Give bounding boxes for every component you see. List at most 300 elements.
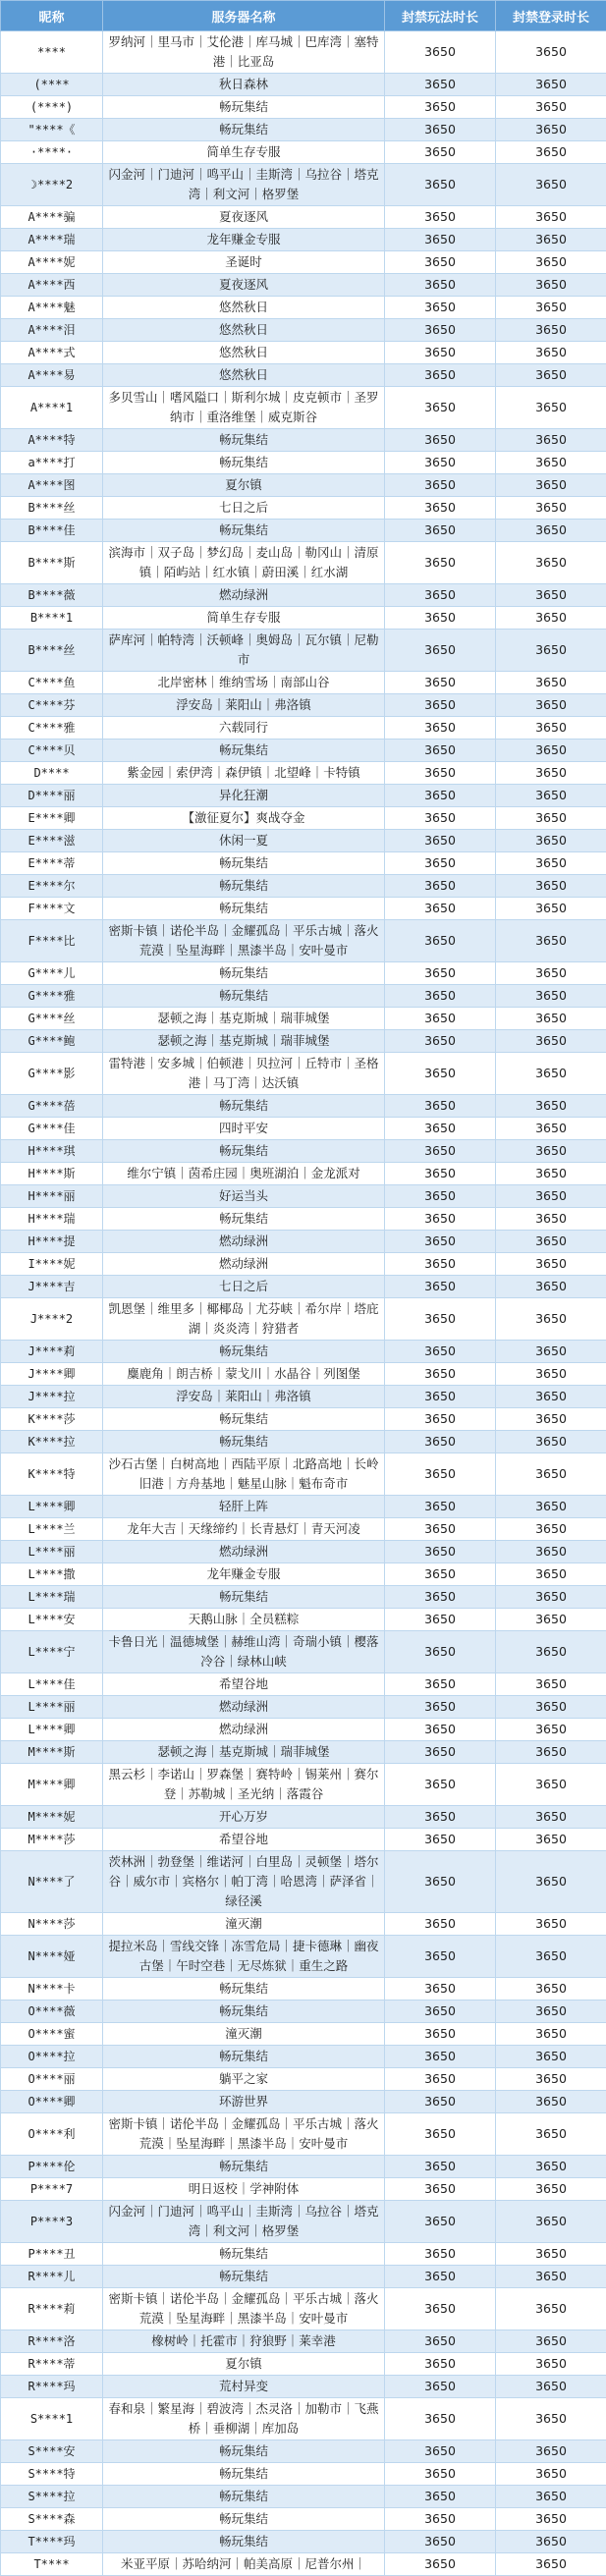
table-row xyxy=(1,2376,606,2398)
table-row xyxy=(1,2243,606,2266)
gameplay-ban-cell: 3650 xyxy=(385,474,496,497)
login-ban-cell: 3650 xyxy=(496,2398,606,2440)
table-row xyxy=(1,141,606,164)
table-row xyxy=(1,785,606,807)
nickname-cell: E****蒂 xyxy=(1,852,103,875)
table-row xyxy=(1,497,606,520)
nickname-cell: H****斯 xyxy=(1,1163,103,1185)
login-ban-cell: 3650 xyxy=(496,2440,606,2463)
table-row xyxy=(1,1030,606,1053)
login-ban-cell: 3650 xyxy=(496,429,606,452)
login-ban-cell: 3650 xyxy=(496,1518,606,1541)
nickname-cell: R****莉 xyxy=(1,2288,103,2330)
nickname-cell: O****利 xyxy=(1,2113,103,2156)
table-row xyxy=(1,1518,606,1541)
nickname-cell: A****妮 xyxy=(1,251,103,274)
nickname-cell: G****儿 xyxy=(1,962,103,985)
table-row xyxy=(1,2266,606,2288)
table-row xyxy=(1,2091,606,2113)
gameplay-ban-cell: 3650 xyxy=(385,1829,496,1851)
gameplay-ban-cell: 3650 xyxy=(385,2553,496,2576)
nickname-cell: A****1 xyxy=(1,387,103,429)
table-row xyxy=(1,584,606,607)
gameplay-ban-cell: 3650 xyxy=(385,1408,496,1431)
server-name-cell: 多贝雪山｜嗜风隘口｜斯利尔城｜皮克顿市｜圣罗纳市｜重洛维堡｜威克斯谷 xyxy=(103,387,385,429)
gameplay-ban-cell: 3650 xyxy=(385,1208,496,1231)
server-name-cell: 畅玩集结 xyxy=(103,2001,385,2023)
table-row xyxy=(1,2440,606,2463)
server-name-cell: 燃动绿洲 xyxy=(103,1719,385,1741)
login-ban-cell: 3650 xyxy=(496,1118,606,1140)
gameplay-ban-cell: 3650 xyxy=(385,962,496,985)
table-row xyxy=(1,1609,606,1631)
server-name-cell: 天鹅山脉｜全员糕粽 xyxy=(103,1609,385,1631)
login-ban-cell: 3650 xyxy=(496,2463,606,2486)
table-row xyxy=(1,1563,606,1586)
gameplay-ban-cell: 3650 xyxy=(385,1541,496,1563)
gameplay-ban-cell: 3650 xyxy=(385,1719,496,1741)
gameplay-ban-cell: 3650 xyxy=(385,2023,496,2046)
table-row xyxy=(1,1936,606,1978)
login-ban-cell: 3650 xyxy=(496,297,606,319)
table-row xyxy=(1,251,606,274)
login-ban-cell: 3650 xyxy=(496,274,606,297)
nickname-cell: R****儿 xyxy=(1,2266,103,2288)
server-name-cell: 燃动绿洲 xyxy=(103,1231,385,1253)
gameplay-ban-cell: 3650 xyxy=(385,1341,496,1363)
server-name-cell: 畅玩集结 xyxy=(103,875,385,898)
nickname-cell: A****魅 xyxy=(1,297,103,319)
table-row xyxy=(1,1913,606,1936)
gameplay-ban-cell: 3650 xyxy=(385,141,496,164)
server-name-cell: 畅玩集结 xyxy=(103,1341,385,1363)
gameplay-ban-cell: 3650 xyxy=(385,2266,496,2288)
gameplay-ban-cell: 3650 xyxy=(385,1163,496,1185)
server-name-cell: 异化狂潮 xyxy=(103,785,385,807)
login-ban-cell: 3650 xyxy=(496,251,606,274)
table-row xyxy=(1,1208,606,1231)
table-row xyxy=(1,1095,606,1118)
nickname-cell: L****安 xyxy=(1,1609,103,1631)
nickname-cell: L****兰 xyxy=(1,1518,103,1541)
gameplay-ban-cell: 3650 xyxy=(385,762,496,785)
server-name-cell: 夏尔镇 xyxy=(103,2353,385,2376)
login-ban-cell: 3650 xyxy=(496,364,606,387)
table-row xyxy=(1,2156,606,2178)
nickname-cell: J****2 xyxy=(1,1298,103,1341)
gameplay-ban-cell: 3650 xyxy=(385,1363,496,1386)
gameplay-ban-cell: 3650 xyxy=(385,785,496,807)
login-ban-cell: 3650 xyxy=(496,119,606,141)
nickname-cell: T**** xyxy=(1,2553,103,2576)
gameplay-ban-cell: 3650 xyxy=(385,2156,496,2178)
login-ban-cell: 3650 xyxy=(496,2243,606,2266)
login-ban-cell: 3650 xyxy=(496,2553,606,2576)
nickname-cell: D****丽 xyxy=(1,785,103,807)
nickname-cell: N****了 xyxy=(1,1851,103,1913)
nickname-cell: R****洛 xyxy=(1,2330,103,2353)
table-row xyxy=(1,1496,606,1518)
server-name-cell: 燃动绿洲 xyxy=(103,1253,385,1276)
gameplay-ban-cell: 3650 xyxy=(385,1764,496,1806)
login-ban-cell: 3650 xyxy=(496,740,606,762)
table-row xyxy=(1,985,606,1008)
table-row xyxy=(1,1719,606,1741)
table-row xyxy=(1,1851,606,1913)
server-name-cell: 潼灭潮 xyxy=(103,2023,385,2046)
table-row xyxy=(1,74,606,96)
nickname-cell: C****雅 xyxy=(1,717,103,740)
server-name-cell: 凯恩堡｜维里多｜椰椰岛｜尤芬峡｜希尔岸｜塔庇湖｜炎炎湾｜狩猎者 xyxy=(103,1298,385,1341)
nickname-cell: L****佳 xyxy=(1,1673,103,1696)
nickname-cell: ☽****2 xyxy=(1,164,103,206)
table-row xyxy=(1,2001,606,2023)
server-name-cell: 北岸密林｜维纳雪场｜南部山谷 xyxy=(103,672,385,694)
gameplay-ban-cell: 3650 xyxy=(385,2330,496,2353)
nickname-cell: J****莉 xyxy=(1,1341,103,1363)
table-row xyxy=(1,1431,606,1453)
server-name-cell: 圣诞时 xyxy=(103,251,385,274)
server-name-cell: 畅玩集结 xyxy=(103,2508,385,2531)
table-row xyxy=(1,1696,606,1719)
table-body xyxy=(1,31,606,2576)
table-row xyxy=(1,898,606,920)
login-ban-cell: 3650 xyxy=(496,1276,606,1298)
server-name-cell: 燃动绿洲 xyxy=(103,1696,385,1719)
nickname-cell: B****丝 xyxy=(1,630,103,672)
table-row xyxy=(1,1276,606,1298)
server-name-cell: 闪金河｜门迪河｜鸣平山｜圭斯湾｜乌拉谷｜塔克湾｜利文河｜格罗堡 xyxy=(103,164,385,206)
login-ban-cell: 3650 xyxy=(496,520,606,542)
login-ban-cell: 3650 xyxy=(496,2508,606,2531)
login-ban-cell: 3650 xyxy=(496,1913,606,1936)
login-ban-cell: 3650 xyxy=(496,584,606,607)
login-ban-cell: 3650 xyxy=(496,96,606,119)
login-ban-cell: 3650 xyxy=(496,1140,606,1163)
login-ban-cell: 3650 xyxy=(496,875,606,898)
table-row xyxy=(1,694,606,717)
gameplay-ban-cell: 3650 xyxy=(385,2531,496,2553)
server-name-cell: 【激征夏尔】爽战夺金 xyxy=(103,807,385,830)
server-name-cell: 秋日森林 xyxy=(103,74,385,96)
gameplay-ban-cell: 3650 xyxy=(385,1185,496,1208)
nickname-cell: N****莎 xyxy=(1,1913,103,1936)
nickname-cell: T****玛 xyxy=(1,2531,103,2553)
server-name-cell: 简单生存专服 xyxy=(103,141,385,164)
login-ban-cell: 3650 xyxy=(496,452,606,474)
login-ban-cell: 3650 xyxy=(496,1208,606,1231)
server-name-cell: 龙年赚金专服 xyxy=(103,229,385,251)
gameplay-ban-cell: 3650 xyxy=(385,694,496,717)
table-row xyxy=(1,474,606,497)
server-name-cell: 荒村异变 xyxy=(103,2376,385,2398)
gameplay-ban-cell: 3650 xyxy=(385,2046,496,2068)
nickname-cell: L****瑞 xyxy=(1,1586,103,1609)
table-row xyxy=(1,1253,606,1276)
gameplay-ban-cell: 3650 xyxy=(385,119,496,141)
login-ban-cell: 3650 xyxy=(496,2353,606,2376)
login-ban-cell: 3650 xyxy=(496,1386,606,1408)
table-row xyxy=(1,807,606,830)
nickname-cell: L****撒 xyxy=(1,1563,103,1586)
gameplay-ban-cell: 3650 xyxy=(385,206,496,229)
login-ban-cell: 3650 xyxy=(496,2376,606,2398)
gameplay-ban-cell: 3650 xyxy=(385,920,496,962)
table-row xyxy=(1,1764,606,1806)
gameplay-ban-cell: 3650 xyxy=(385,1851,496,1913)
login-ban-cell: 3650 xyxy=(496,1806,606,1829)
table-row xyxy=(1,1741,606,1764)
login-ban-cell: 3650 xyxy=(496,672,606,694)
server-name-cell: 闪金河｜门迪河｜鸣平山｜圭斯湾｜乌拉谷｜塔克湾｜利文河｜格罗堡 xyxy=(103,2201,385,2243)
nickname-cell: H****瑞 xyxy=(1,1208,103,1231)
nickname-cell: J****卿 xyxy=(1,1363,103,1386)
table-row xyxy=(1,297,606,319)
table-row xyxy=(1,119,606,141)
login-ban-cell: 3650 xyxy=(496,1408,606,1431)
table-row xyxy=(1,1363,606,1386)
table-row xyxy=(1,1140,606,1163)
table-row xyxy=(1,364,606,387)
gameplay-ban-cell: 3650 xyxy=(385,830,496,852)
server-name-cell: 浮安岛｜莱阳山｜弗洛镇 xyxy=(103,1386,385,1408)
server-name-cell: 畅玩集结 xyxy=(103,2243,385,2266)
login-ban-cell: 3650 xyxy=(496,898,606,920)
login-ban-cell: 3650 xyxy=(496,1719,606,1741)
table-row xyxy=(1,1231,606,1253)
gameplay-ban-cell: 3650 xyxy=(385,74,496,96)
server-name-cell: 瑟顿之海｜基克斯城｜瑞菲城堡 xyxy=(103,1030,385,1053)
gameplay-ban-cell: 3650 xyxy=(385,2398,496,2440)
server-name-cell: 畅玩集结 xyxy=(103,740,385,762)
gameplay-ban-cell: 3650 xyxy=(385,2091,496,2113)
nickname-cell: S****安 xyxy=(1,2440,103,2463)
server-name-cell: 畅玩集结 xyxy=(103,2440,385,2463)
server-name-cell: 六载同行 xyxy=(103,717,385,740)
server-name-cell: 畅玩集结 xyxy=(103,962,385,985)
server-name-cell: 畅玩集结 xyxy=(103,96,385,119)
nickname-cell: H****丽 xyxy=(1,1185,103,1208)
login-ban-cell: 3650 xyxy=(496,1363,606,1386)
nickname-cell: S****森 xyxy=(1,2508,103,2531)
login-ban-cell: 3650 xyxy=(496,630,606,672)
gameplay-ban-cell: 3650 xyxy=(385,584,496,607)
nickname-cell: F****文 xyxy=(1,898,103,920)
table-row xyxy=(1,630,606,672)
nickname-cell: O****拉 xyxy=(1,2046,103,2068)
table-row xyxy=(1,2178,606,2201)
server-name-cell: 浮安岛｜莱阳山｜弗洛镇 xyxy=(103,694,385,717)
login-ban-cell: 3650 xyxy=(496,1298,606,1341)
server-name-cell: 畅玩集结 xyxy=(103,1140,385,1163)
nickname-cell: N****娅 xyxy=(1,1936,103,1978)
server-name-cell: 希望谷地 xyxy=(103,1673,385,1696)
login-ban-cell: 3650 xyxy=(496,985,606,1008)
server-name-cell: 简单生存专服 xyxy=(103,607,385,630)
login-ban-cell: 3650 xyxy=(496,2201,606,2243)
login-ban-cell: 3650 xyxy=(496,229,606,251)
nickname-cell: P****丑 xyxy=(1,2243,103,2266)
login-ban-cell: 3650 xyxy=(496,2288,606,2330)
nickname-cell: B****佳 xyxy=(1,520,103,542)
table-row xyxy=(1,1453,606,1496)
server-name-cell: 燃动绿洲 xyxy=(103,1541,385,1563)
login-ban-cell: 3650 xyxy=(496,2531,606,2553)
nickname-cell: B****1 xyxy=(1,607,103,630)
nickname-cell: A****西 xyxy=(1,274,103,297)
table-row xyxy=(1,387,606,429)
gameplay-ban-cell: 3650 xyxy=(385,1118,496,1140)
login-ban-cell: 3650 xyxy=(496,607,606,630)
server-name-cell: 潼灭潮 xyxy=(103,1913,385,1936)
login-ban-cell: 3650 xyxy=(496,1341,606,1363)
table-row xyxy=(1,672,606,694)
nickname-cell: ·****· xyxy=(1,141,103,164)
login-ban-cell: 3650 xyxy=(496,1253,606,1276)
server-name-cell: 悠然秋日 xyxy=(103,364,385,387)
login-ban-cell: 3650 xyxy=(496,2023,606,2046)
nickname-cell: G****雅 xyxy=(1,985,103,1008)
nickname-cell: L****宁 xyxy=(1,1631,103,1673)
table-row xyxy=(1,2486,606,2508)
table-row xyxy=(1,229,606,251)
server-name-cell: 卡鲁日光｜温德城堡｜赫维山湾｜奇瑞小镇｜樱落冷谷｜绿林山峡 xyxy=(103,1631,385,1673)
server-name-cell: 维尔宁镇｜茵希庄园｜奥班湖泊｜金龙派对 xyxy=(103,1163,385,1185)
server-name-cell: 畅玩集结 xyxy=(103,1978,385,2001)
gameplay-ban-cell: 3650 xyxy=(385,630,496,672)
gameplay-ban-cell: 3650 xyxy=(385,875,496,898)
server-name-cell: 畅玩集结 xyxy=(103,429,385,452)
login-ban-cell: 3650 xyxy=(496,830,606,852)
table-row xyxy=(1,1586,606,1609)
gameplay-ban-cell: 3650 xyxy=(385,2001,496,2023)
server-name-cell: 畅玩集结 xyxy=(103,1208,385,1231)
table-row xyxy=(1,717,606,740)
gameplay-ban-cell: 3650 xyxy=(385,274,496,297)
login-ban-cell: 3650 xyxy=(496,1541,606,1563)
table-row xyxy=(1,1673,606,1696)
table-row xyxy=(1,2463,606,2486)
login-ban-cell: 3650 xyxy=(496,807,606,830)
server-name-cell: 黑云杉｜李诺山｜罗森堡｜赛特岭｜锡莱州｜赛尔登｜苏勒城｜圣光纳｜落霞谷 xyxy=(103,1764,385,1806)
gameplay-ban-cell: 3650 xyxy=(385,2178,496,2201)
gameplay-ban-cell: 3650 xyxy=(385,1586,496,1609)
login-ban-cell: 3650 xyxy=(496,762,606,785)
table-header-row xyxy=(1,1,606,31)
gameplay-ban-cell: 3650 xyxy=(385,1053,496,1095)
nickname-cell: J****拉 xyxy=(1,1386,103,1408)
server-name-cell: 明日返校｜学神附体 xyxy=(103,2178,385,2201)
login-ban-cell: 3650 xyxy=(496,1631,606,1673)
table-row xyxy=(1,2046,606,2068)
table-row xyxy=(1,1298,606,1341)
login-ban-cell: 3650 xyxy=(496,1851,606,1913)
table-row xyxy=(1,520,606,542)
table-row xyxy=(1,762,606,785)
gameplay-ban-cell: 3650 xyxy=(385,2486,496,2508)
gameplay-ban-cell: 3650 xyxy=(385,2376,496,2398)
nickname-cell: A****泪 xyxy=(1,319,103,342)
table-row xyxy=(1,1806,606,1829)
gameplay-ban-cell: 3650 xyxy=(385,1276,496,1298)
nickname-cell: E****尔 xyxy=(1,875,103,898)
table-row xyxy=(1,920,606,962)
table-row xyxy=(1,164,606,206)
table-row xyxy=(1,875,606,898)
server-name-cell: 七日之后 xyxy=(103,497,385,520)
table-row xyxy=(1,1118,606,1140)
login-ban-cell: 3650 xyxy=(496,2113,606,2156)
login-ban-cell: 3650 xyxy=(496,1764,606,1806)
nickname-cell: N****卡 xyxy=(1,1978,103,2001)
login-ban-cell: 3650 xyxy=(496,2330,606,2353)
table-row xyxy=(1,1386,606,1408)
server-name-cell: 轻肝上阵 xyxy=(103,1496,385,1518)
gameplay-ban-cell: 3650 xyxy=(385,1806,496,1829)
table-row xyxy=(1,852,606,875)
gameplay-ban-cell: 3650 xyxy=(385,1431,496,1453)
login-ban-cell: 3650 xyxy=(496,1453,606,1496)
table-row xyxy=(1,2353,606,2376)
nickname-cell: M****卿 xyxy=(1,1764,103,1806)
table-row xyxy=(1,1829,606,1851)
server-name-cell: 环游世界 xyxy=(103,2091,385,2113)
gameplay-ban-cell: 3650 xyxy=(385,1030,496,1053)
server-name-cell: 悠然秋日 xyxy=(103,342,385,364)
login-ban-cell: 3650 xyxy=(496,852,606,875)
nickname-cell: D**** xyxy=(1,762,103,785)
header-nickname: 昵称 xyxy=(1,1,103,31)
nickname-cell: I****妮 xyxy=(1,1253,103,1276)
gameplay-ban-cell: 3650 xyxy=(385,342,496,364)
gameplay-ban-cell: 3650 xyxy=(385,1453,496,1496)
server-name-cell: 夏尔镇 xyxy=(103,474,385,497)
nickname-cell: R****蒂 xyxy=(1,2353,103,2376)
server-name-cell: 畅玩集结 xyxy=(103,852,385,875)
server-name-cell: 茨林洲｜勃登堡｜维诺河｜白里岛｜灵顿堡｜塔尔谷｜威尔市｜宾格尔｜帕丁湾｜哈恩湾｜萨泽省｜绿径溪 xyxy=(103,1851,385,1913)
gameplay-ban-cell: 3650 xyxy=(385,2440,496,2463)
nickname-cell: G****佳 xyxy=(1,1118,103,1140)
nickname-cell: S****拉 xyxy=(1,2486,103,2508)
table-row xyxy=(1,2201,606,2243)
table-row xyxy=(1,1053,606,1095)
gameplay-ban-cell: 3650 xyxy=(385,542,496,584)
nickname-cell: A****瑞 xyxy=(1,229,103,251)
nickname-cell: M****莎 xyxy=(1,1829,103,1851)
nickname-cell: H****琪 xyxy=(1,1140,103,1163)
server-name-cell: 龙年赚金专服 xyxy=(103,1563,385,1586)
server-name-cell: 休闲一夏 xyxy=(103,830,385,852)
gameplay-ban-cell: 3650 xyxy=(385,1095,496,1118)
nickname-cell: K****莎 xyxy=(1,1408,103,1431)
server-name-cell: 畅玩集结 xyxy=(103,2486,385,2508)
server-name-cell: 畅玩集结 xyxy=(103,1408,385,1431)
table-row xyxy=(1,830,606,852)
server-name-cell: 四时平安 xyxy=(103,1118,385,1140)
nickname-cell: A****图 xyxy=(1,474,103,497)
server-name-cell: 躺平之家 xyxy=(103,2068,385,2091)
nickname-cell: A****骗 xyxy=(1,206,103,229)
gameplay-ban-cell: 3650 xyxy=(385,1496,496,1518)
gameplay-ban-cell: 3650 xyxy=(385,1673,496,1696)
gameplay-ban-cell: 3650 xyxy=(385,229,496,251)
table-row xyxy=(1,2068,606,2091)
gameplay-ban-cell: 3650 xyxy=(385,607,496,630)
gameplay-ban-cell: 3650 xyxy=(385,672,496,694)
header-gameplay-ban-duration: 封禁玩法时长 xyxy=(385,1,496,31)
server-name-cell: 米亚平原｜苏哈纳河｜帕美高原｜尼普尔州｜ xyxy=(103,2553,385,2576)
gameplay-ban-cell: 3650 xyxy=(385,251,496,274)
